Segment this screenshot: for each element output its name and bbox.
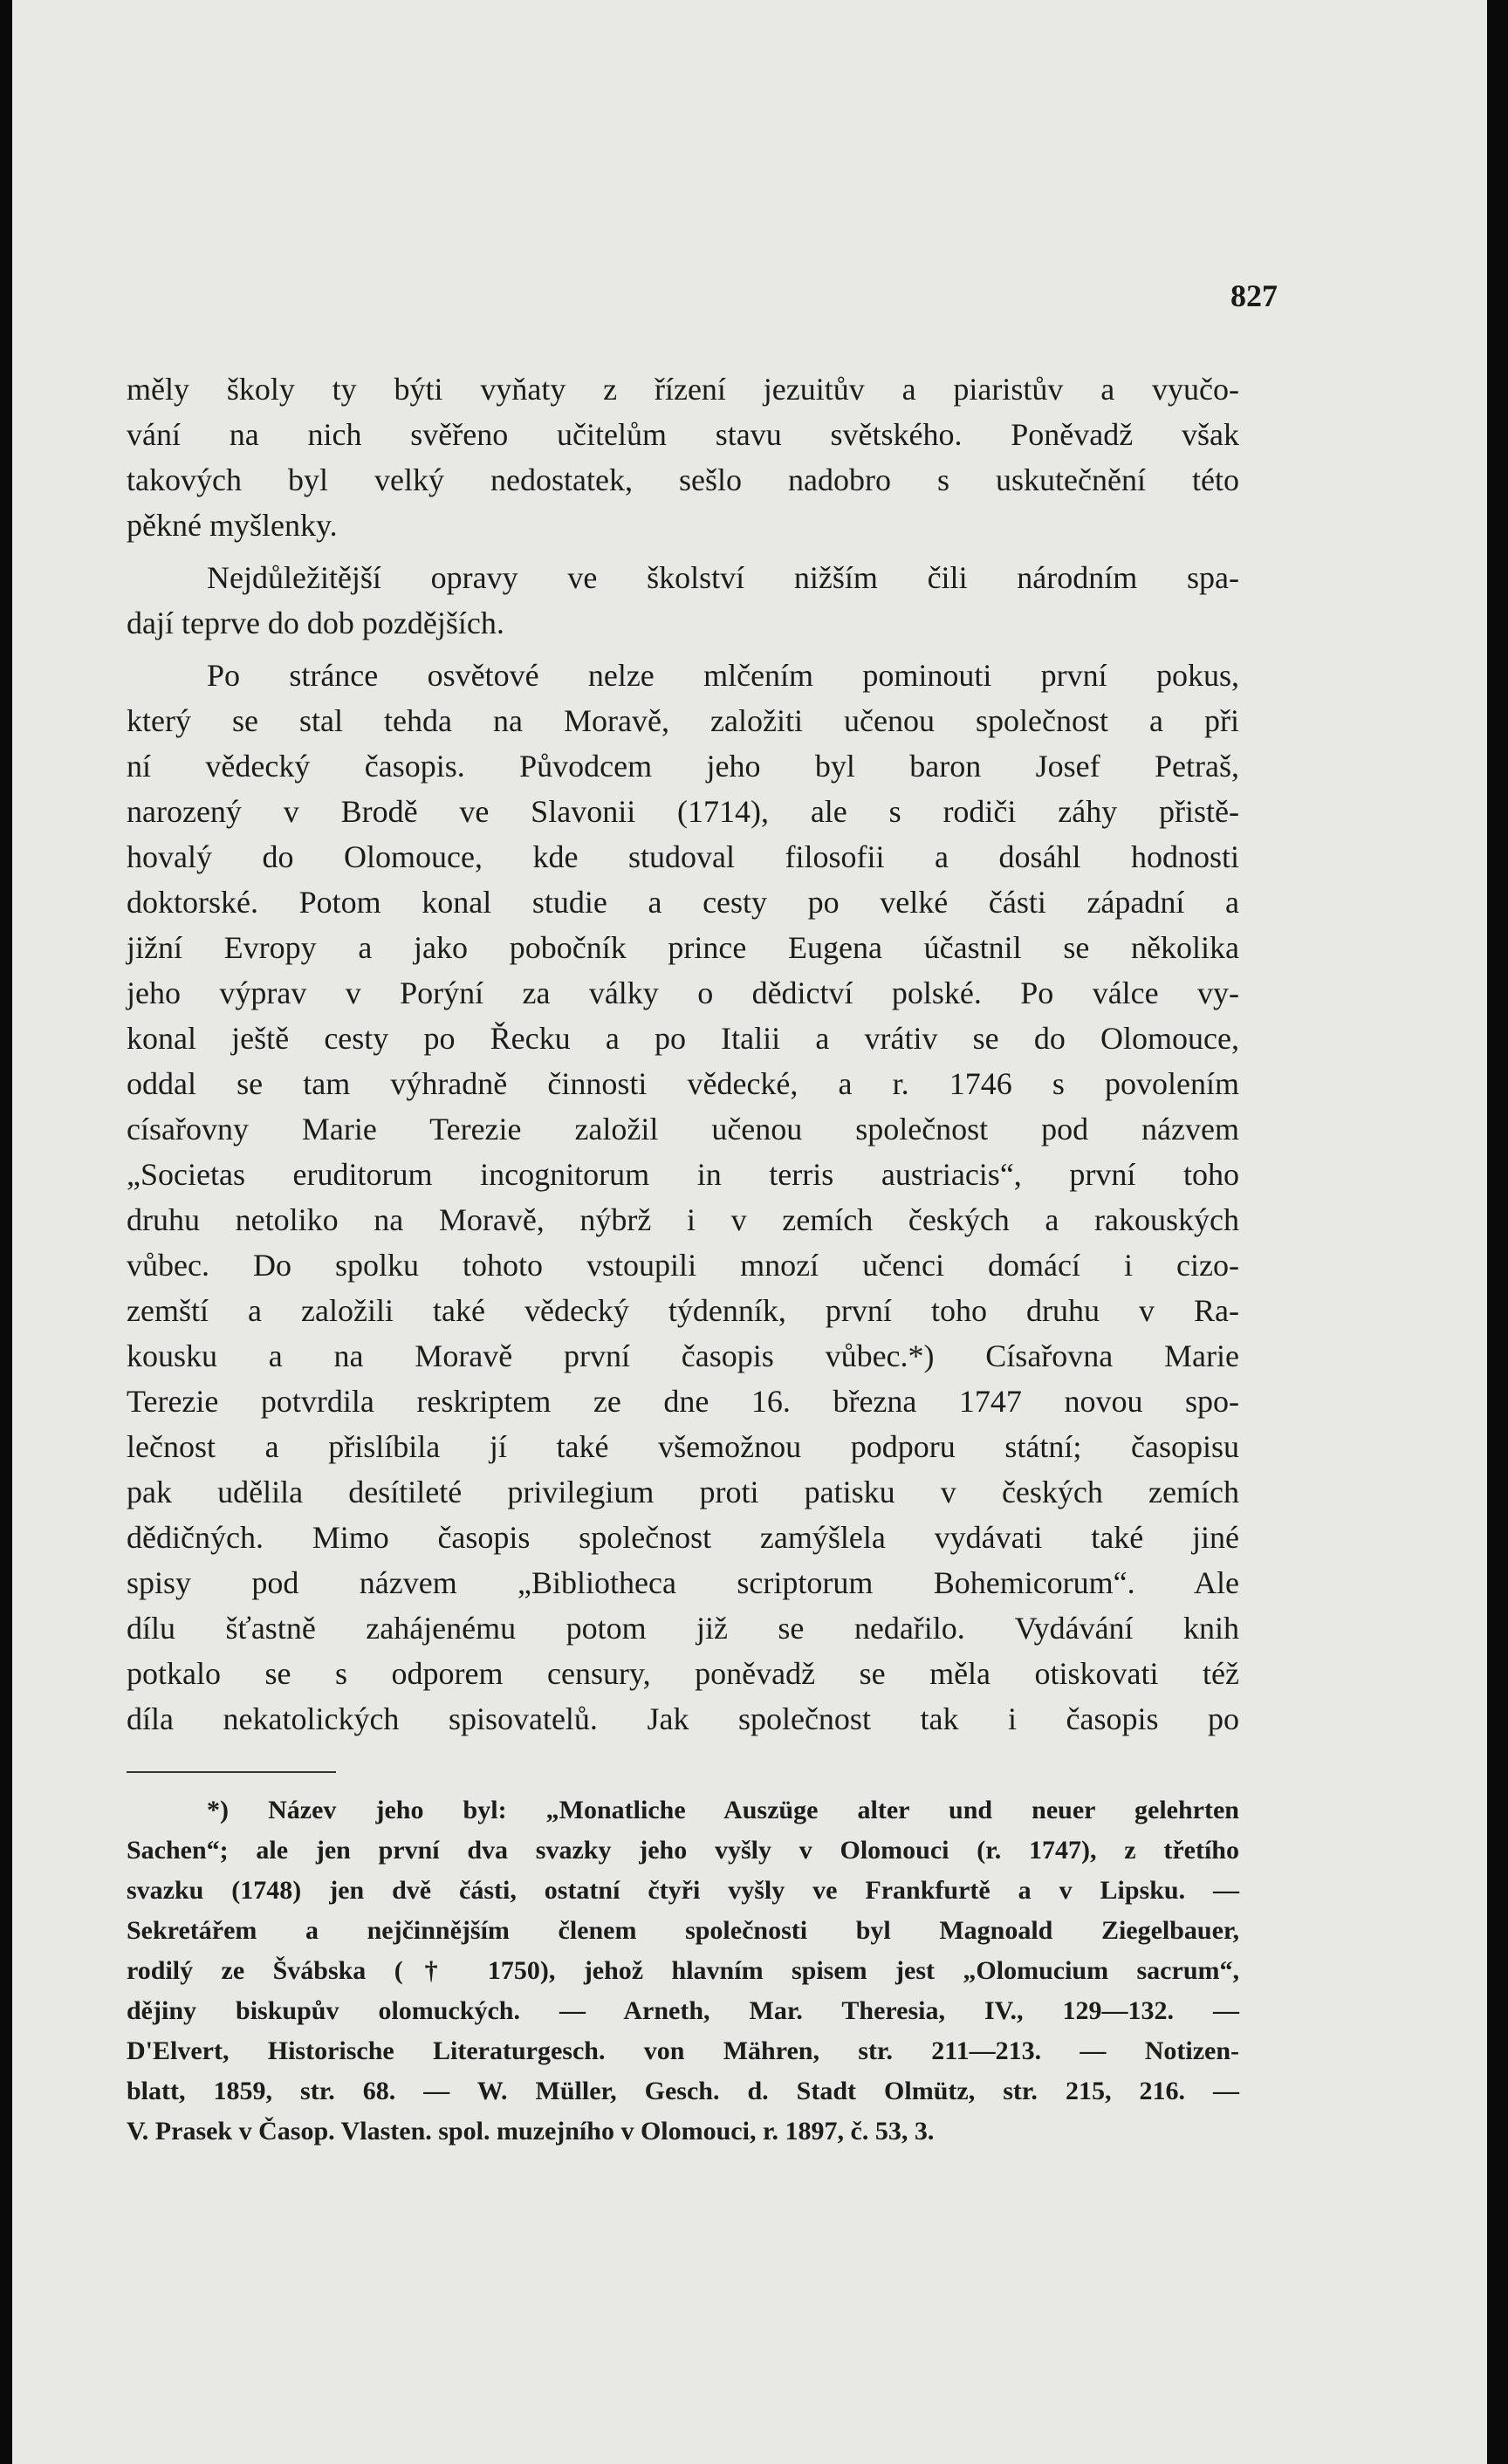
text-line: „Societas eruditorum incognitorum in terris austriacis“, první toho — [127, 1157, 1239, 1192]
text-line: narozený v Brodě ve Slavonii (1714), ale s rodiči záhy přistě- — [127, 794, 1239, 829]
text-line: kousku a na Moravě první časopis vůbec.*) Císařovna Marie — [127, 1338, 1239, 1373]
text-line: který se stal tehda na Moravě, založiti učenou společnost a při — [127, 703, 1239, 738]
footnote-separator — [127, 1771, 336, 1773]
text-line: doktorské. Potom konal studie a cesty po velké části západní a — [127, 885, 1239, 920]
footnote-line: *) Název jeho byl: „Monatliche Auszüge alter und neuer gelehrten — [207, 1796, 1239, 1824]
text-line: díla nekatolických spisovatelů. Jak společnost tak i časopis po — [127, 1701, 1239, 1736]
text-line: dílu šťastně zahájenému potom již se nedařilo. Vydávání knih — [127, 1611, 1239, 1646]
text-line: zemští a založili také vědecký týdenník, první toho druhu v Ra- — [127, 1293, 1239, 1328]
text-line: jižní Evropy a jako pobočník prince Eugena účastnil se několika — [127, 930, 1239, 965]
text-line: císařovny Marie Terezie založil učenou společnost pod názvem — [127, 1112, 1239, 1146]
text-line: Terezie potvrdila reskriptem ze dne 16. března 1747 novou spo- — [127, 1384, 1239, 1419]
text-line: potkalo se s odporem censury, poněvadž se měla otiskovati též — [127, 1656, 1239, 1691]
footnote-line: Sekretářem a nejčinnějším členem společnosti byl Magnoald Ziegelbauer, — [127, 1916, 1239, 1945]
text-line: vání na nich svěřeno učitelům stavu světského. Poněvadž však — [127, 417, 1239, 452]
text-line: ní vědecký časopis. Původcem jeho byl baron Josef Petraš, — [127, 749, 1239, 784]
footnote-line: svazku (1748) jen dvě části, ostatní čtyři vyšly ve Frankfurtě a v Lipsku. — — [127, 1876, 1239, 1905]
text-line: pěkné myšlenky. — [127, 508, 338, 543]
footnote-line: rodilý ze Švábska († 1750), jehož hlavním spisem jest „Olomucium sacrum“, — [127, 1956, 1239, 1985]
text-line: Po stránce osvětové nelze mlčením pominouti první pokus, — [207, 658, 1239, 693]
footnote-line: blatt, 1859, str. 68. — W. Müller, Gesch. d. Stadt Olmütz, str. 215, 216. — — [127, 2077, 1239, 2105]
text-line: spisy pod názvem „Bibliotheca scriptorum Bohemicorum“. Ale — [127, 1565, 1239, 1600]
text-line: jeho výprav v Porýní za války o dědictví polské. Po válce vy- — [127, 975, 1239, 1010]
text-line: dědičných. Mimo časopis společnost zamýšlela vydávati také jiné — [127, 1520, 1239, 1555]
footnote-line: V. Prasek v Časop. Vlasten. spol. muzejního v Olomouci, r. 1897, č. 53, 3. — [127, 2117, 935, 2146]
text-line: měly školy ty býti vyňaty z řízení jezuitův a piaristův a vyučo- — [127, 372, 1239, 407]
text-line: takových byl velký nedostatek, sešlo nadobro s uskutečnění této — [127, 462, 1239, 497]
text-line: pak udělila desítileté privilegium proti patisku v českých zemích — [127, 1475, 1239, 1509]
text-line: vůbec. Do spolku tohoto vstoupili mnozí učenci domácí i cizo- — [127, 1248, 1239, 1283]
page-number: 827 — [1230, 278, 1278, 313]
text-line: hovalý do Olomouce, kde studoval filosofii a dosáhl hodnosti — [127, 839, 1239, 874]
book-page — [12, 0, 1487, 2464]
text-line: lečnost a přislíbila jí také všemožnou podporu státní; časopisu — [127, 1429, 1239, 1464]
footnote-line: D'Elvert, Historische Literaturgesch. von Mähren, str. 211—213. — Notizen- — [127, 2036, 1239, 2065]
text-line: druhu netoliko na Moravě, nýbrž i v zemích českých a rakouských — [127, 1202, 1239, 1237]
text-line: dají teprve do dob pozdějších. — [127, 606, 504, 640]
main-text — [127, 366, 1239, 1742]
text-line: Nejdůležitější opravy ve školství nižším čili národním spa- — [207, 560, 1239, 595]
text-line: konal ještě cesty po Řecku a po Italii a vrátiv se do Olomouce, — [127, 1021, 1239, 1056]
text-line: oddal se tam výhradně činnosti vědecké, a r. 1746 s povolením — [127, 1066, 1239, 1101]
footnote-line: dějiny biskupův olomuckých. — Arneth, Mar. Theresia, IV., 129—132. — — [127, 1996, 1239, 2025]
footnotes — [127, 1790, 1239, 2152]
footnote-line: Sachen“; ale jen první dva svazky jeho vyšly v Olomouci (r. 1747), z třetího — [127, 1836, 1239, 1865]
